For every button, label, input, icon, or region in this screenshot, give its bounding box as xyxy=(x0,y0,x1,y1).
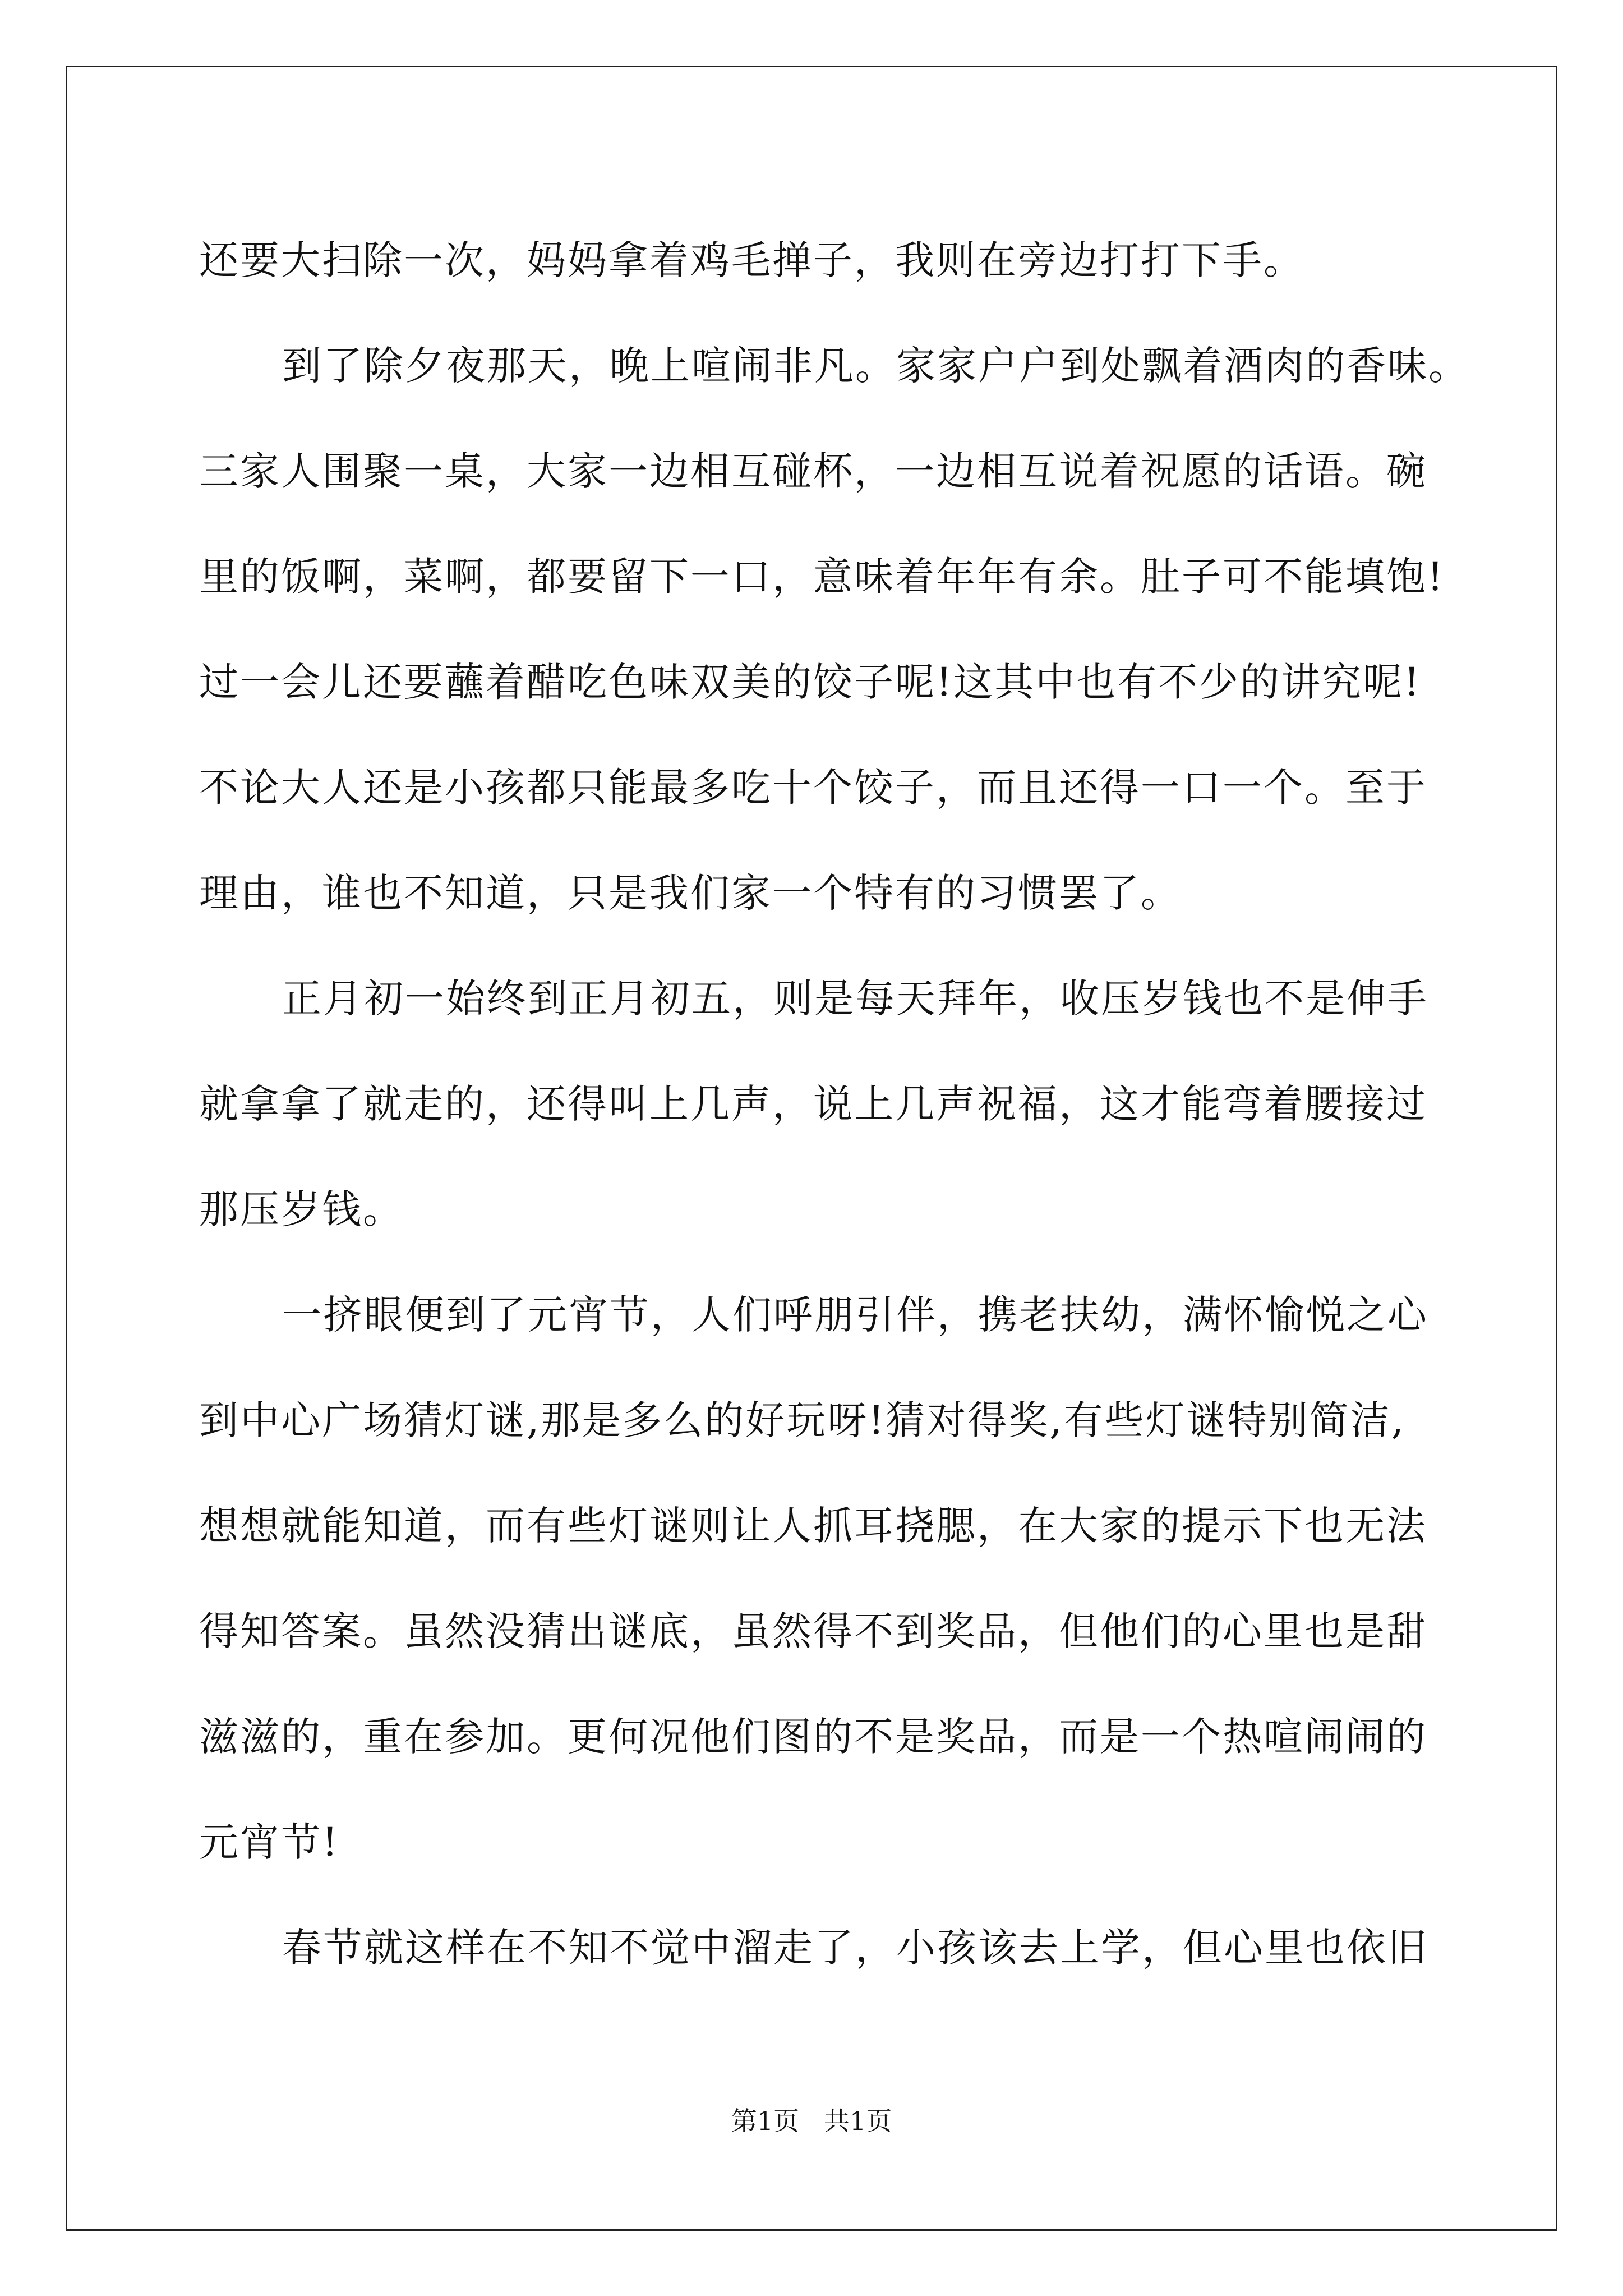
text-line: 到中心广场猜灯谜,那是多么的好玩呀!猜对得奖,有些灯谜特别简洁, xyxy=(199,1397,1405,1443)
text-line: 过一会儿还要蘸着醋吃色味双美的饺子呢!这其中也有不少的讲究呢! xyxy=(199,659,1422,705)
text-line: 就拿拿了就走的，还得叫上几声，说上几声祝福，这才能弯着腰接过 xyxy=(199,1081,1427,1127)
text-line: 那压岁钱。 xyxy=(199,1186,404,1232)
text-line: 春节就这样在不知不觉中溜走了，小孩该去上学，但心里也依旧 xyxy=(282,1925,1428,1971)
text-line: 还要大扫除一次，妈妈拿着鸡毛掸子，我则在旁边打打下手。 xyxy=(199,237,1304,283)
text-line: 一挤眼便到了元宵节，人们呼朋引伴，携老扶幼，满怀愉悦之心 xyxy=(282,1292,1428,1338)
text-line: 三家人围聚一桌，大家一边相互碰杯，一边相互说着祝愿的话语。碗 xyxy=(199,448,1427,494)
text-line: 里的饭啊，菜啊，都要留下一口，意味着年年有余。肚子可不能填饱! xyxy=(199,554,1445,600)
page-number: 第1页 xyxy=(731,2106,800,2136)
text-line: 正月初一始终到正月初五，则是每天拜年，收压岁钱也不是伸手 xyxy=(282,976,1428,1022)
text-line: 元宵节! xyxy=(199,1819,340,1865)
document-body xyxy=(199,208,1469,2000)
text-line: 想想就能知道，而有些灯谜则让人抓耳挠腮，在大家的提示下也无法 xyxy=(199,1503,1427,1549)
text-line: 理由，谁也不知道，只是我们家一个特有的习惯罢了。 xyxy=(199,870,1182,916)
text-line: 不论大人还是小孩都只能最多吃十个饺子，而且还得一口一个。至于 xyxy=(199,765,1427,811)
text-line: 滋滋的，重在参加。更何况他们图的不是奖品，而是一个热喧闹闹的 xyxy=(199,1714,1427,1760)
text-line: 到了除夕夜那天，晚上喧闹非凡。家家户户到处飘着酒肉的香味。 xyxy=(282,343,1469,389)
text-line: 得知答案。虽然没猜出谜底，虽然得不到奖品，但他们的心里也是甜 xyxy=(199,1608,1427,1654)
page-footer xyxy=(0,2101,1623,2138)
page-total: 共1页 xyxy=(823,2106,892,2136)
footer-gap xyxy=(799,2106,824,2136)
